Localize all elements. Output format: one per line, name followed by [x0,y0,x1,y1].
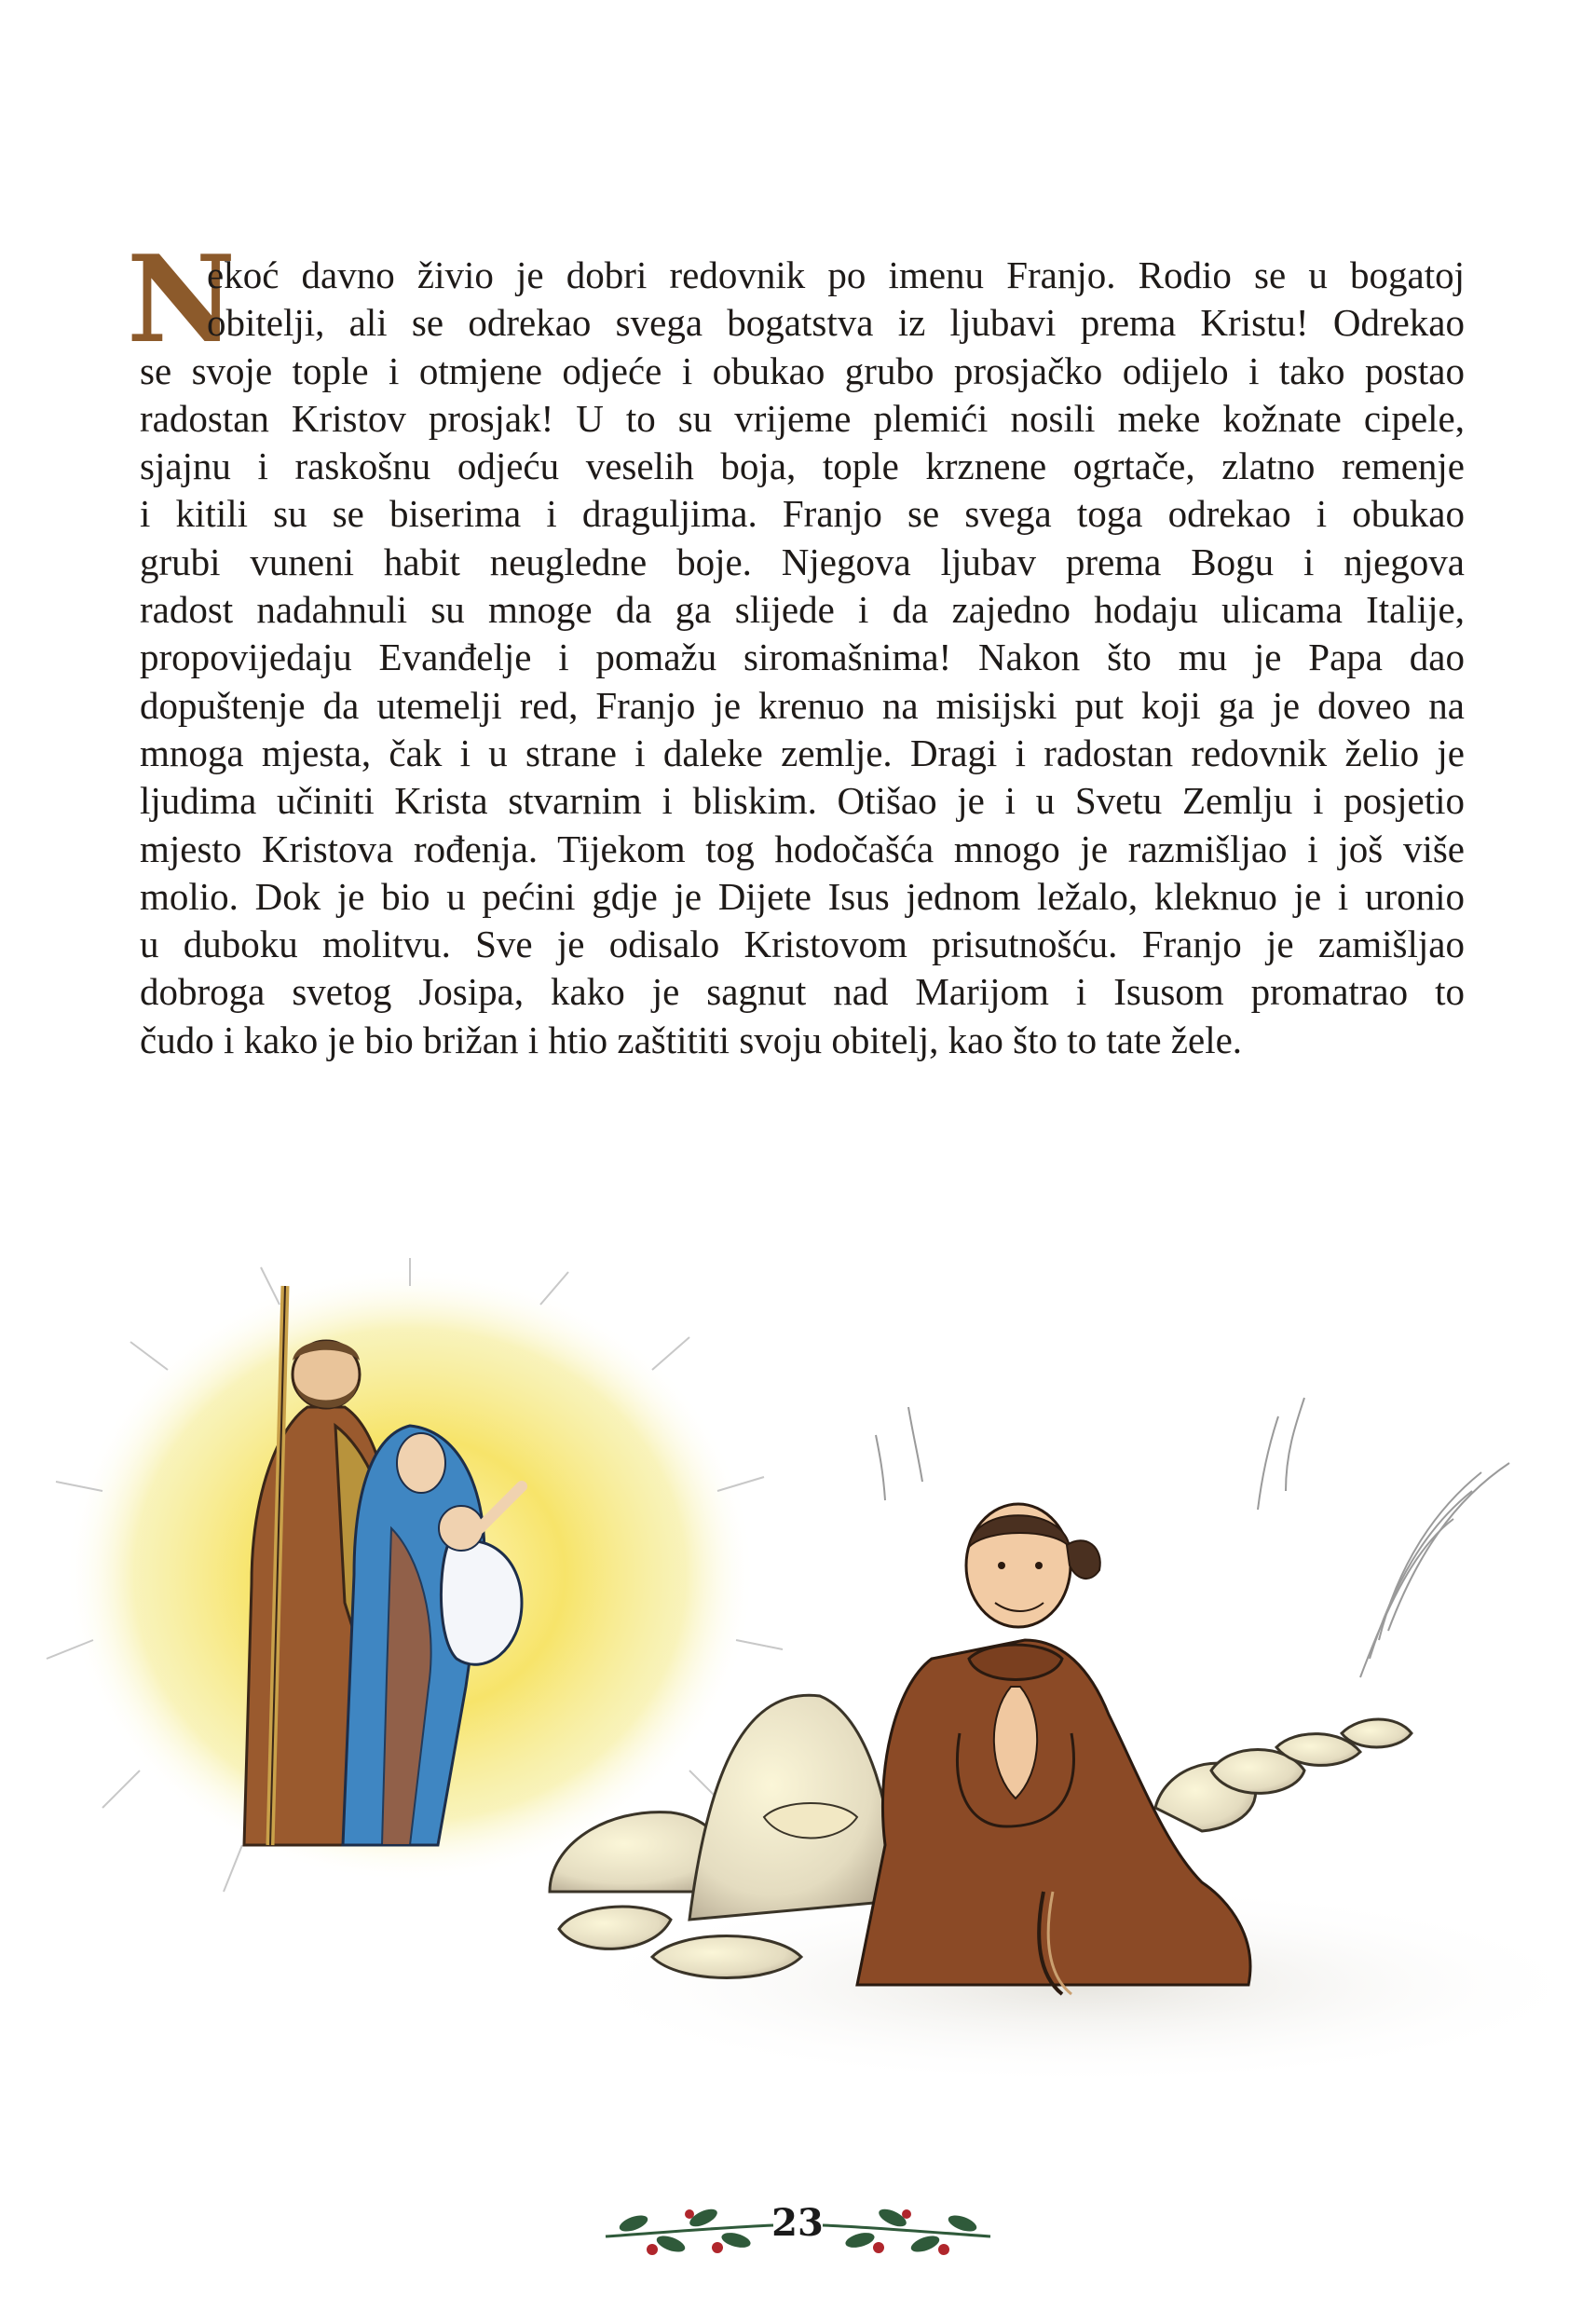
story-line: propovijedaju Evanđelje i pomažu siromašnima! Nakon što mu je Papa dao [140,636,1465,679]
story-line: radost nadahnuli su mnoge da ga slijede i da zajedno hodaju ulicama Italije, [140,588,1465,632]
story-line: i kitili su se biserima i draguljima. Franjo se svega toga odrekao i obukao [140,492,1465,536]
story-line: molio. Dok je bio u pećini gdje je Dijete Isus jednom ležalo, kleknuo je i uronio [140,874,1465,918]
story-line: grubi vuneni habit neugledne boje. Njegova ljubav prema Bogu i njegova [140,540,1465,583]
story-line: ekoć davno živio je dobri redovnik po imenu Franjo. Rodio se u bogatoj [207,253,1465,296]
story-line: sjajnu i raskošnu odjeću veselih boja, tople krznene ogrtače, zlatno remenje [140,444,1465,488]
page-number: 23 [771,2201,824,2245]
story-line: mjesto Kristova rođenja. Tijekom tog hodočašća mnogo je razmišljao i još više [140,827,1465,870]
story-line: u duboku molitvu. Sve je odisalo Kristovom prisutnošću. Franjo je zamišljao [140,923,1465,966]
drop-cap-letter: N [127,230,236,370]
story-line: mnoga mjesta, čak i u strane i daleke zemlje. Dragi i radostan redovnik želio je [140,731,1465,774]
story-line: obitelji, ali se odrekao svega bogatstva iz ljubavi prema Kristu! Odrekao [207,301,1465,345]
story-line: ljudima učiniti Krista stvarnim i bliskim. Otišao je i u Svetu Zemlju i posjetio [140,779,1465,823]
right-laurel-branch [823,2206,990,2255]
illustration [0,1249,1596,2125]
story-text [140,252,1465,1064]
story-line: dobroga svetog Josipa, kako je sagnut nad Marijom i Isusom promatrao to [140,970,1465,1014]
story-line: čudo i kako je bio brižan i htio zaštititi svoju obitelj, kao što to tate žele. [140,1018,1243,1061]
story-line: radostan Kristov prosjak! U to su vrijeme plemići nosili meke kožnate cipele, [140,396,1465,440]
story-line: dopuštenje da utemelji red, Franjo je krenuo na misijski put koji ga je doveo na [140,683,1465,727]
story-line: se svoje tople i otmjene odjeće i obukao grubo prosjačko odijelo i tako postao [140,349,1465,392]
holy-family-vision [47,1258,783,1892]
left-laurel-branch [606,2206,773,2255]
francis-praying [857,1504,1250,1994]
